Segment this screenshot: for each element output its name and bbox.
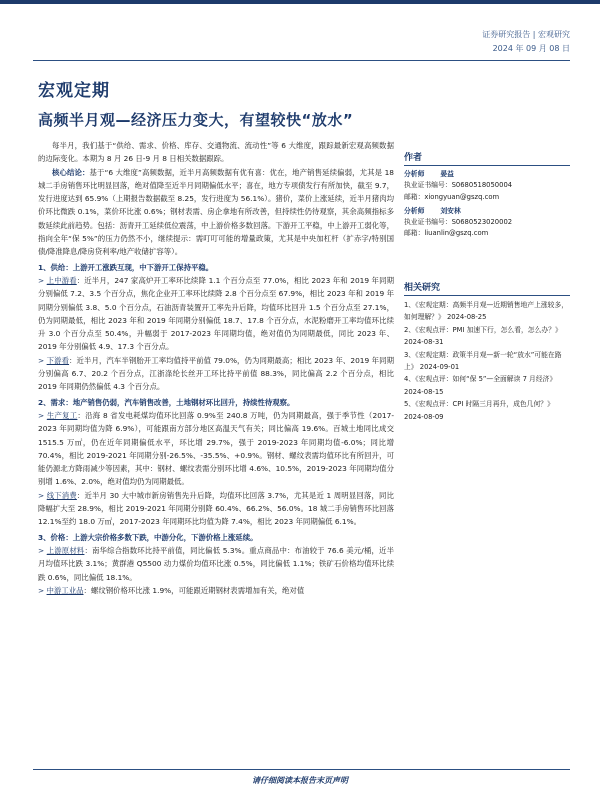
- bullet-arrow-icon: >: [38, 275, 47, 285]
- section-heading: 3、价格：上游大宗价格多数下跌，中游分化，下游价格上涨延续。: [38, 532, 258, 542]
- bullet-colon: ：: [84, 545, 92, 555]
- core-conclusion-text: 基于“6 大维度”高频数据，近半月高频数据有优有喜：优在，地产销售延续偏弱，尤其是 18 城二手房销售环比明显回落，绝对值降至近半月同期偏低水平；喜在，地方专项债发行有所加快，截至 9.7，发行进度达到 65.9%（上期报告数据截至 8.25，发行进度为 56.1%）。猪价，菜价上涨延续，近半月猪肉均价环比微跌 0.1%，菜价环比涨 0.6%；钢材表需、房企拿地有所改善，但持续性仍待观察，其余高频指标多数延续此前趋势。包括：沥青开工延续低位震荡，中上游价格多数回落。下游开工平稳，中上游开工弱化等，指向全年“保 5%”的压力仍然不小，继续提示：需叮叮可能的增量政策，尤其是中央加杠杆（扩赤字/特别国债/降准降息/降房贷利率/地产收储扩容等）。: [38, 167, 394, 257]
- related-report-link[interactable]: 2、《宏观点评：PMI 加速下行，怎么看，怎么办？》2024-08-31: [404, 325, 562, 347]
- bullet-paragraph: [38, 489, 394, 529]
- report-category: 证券研究报告 | 宏观研究: [482, 30, 570, 39]
- author-role-row: [404, 169, 570, 180]
- bullet-text: 沿海 8 省发电耗煤均值环比回落 0.9%至 240.8 万吨，仍为同期最高，强于季节性（2017-2023 年同期均值为降 6.9%），可能跟南方部分地区高温天气有关；同比偏高 19.6%。百城土地同比成交 1515.5 万㎡，仍在近年同期偏低水平，环比增 29.7%，强于 2019-2023 年同期均值-6.0%；同比增 70.4%，相比 2019-2021 年同期分别-26.5%、-35.5%、+0.9%。钢材、螺纹表需均值环比有所回升，可能仍源北方降雨减少等因素，其中：钢材、螺纹表需分别环比增 4.6%、10.5%，2019-2023 年同期均值分别增 1.6%、2.0%，绝对值均仍为同期最低。: [38, 410, 394, 487]
- bullet-text: 近半月 30 大中城市新房销售先升后降，均值环比回落 3.7%，尤其是近 1 周明显回落，同比降幅扩大至 28.9%，相比 2019-2021 年同期分别降 60.4%、66.2%、56.0%。18 城二手房销售环比回落 12.1%至约 18.0 万㎡，2017-2023 年同期环比均值为降 7.4%，相比 2023 年同期偏低 6.1%。: [38, 490, 394, 527]
- bullet-arrow-icon: >: [38, 585, 47, 595]
- author-name: 刘安林: [440, 206, 461, 215]
- related-report-link[interactable]: 1、《宏观定期：高频半月观—近期销售地产上涨较多，如何理解？》 2024-08-25: [404, 301, 569, 322]
- bullet-paragraph: [38, 274, 394, 354]
- paragraph-text: 每半月，我们基于“供给、需求、价格、库存、交通物流、流动性”等 6 大维度，跟踪最新宏观高频数据的边际变化。本期为 8 月 26 日-9 月 8 日相关数据跟踪。: [38, 141, 394, 164]
- author-email: [404, 192, 570, 203]
- bullet-arrow-icon: >: [38, 490, 47, 500]
- email-address[interactable]: liuanlin@gszq.com: [424, 229, 489, 238]
- related-research-panel: [404, 280, 570, 423]
- author-list: [404, 169, 570, 240]
- bullet-text: 螺纹钢价格环比涨 1.9%，可能跟近期钢材表需增加有关，绝对值: [90, 585, 305, 595]
- main-body: [38, 139, 394, 597]
- bullet-colon: ：: [83, 585, 91, 595]
- author-email: [404, 228, 570, 239]
- bullet-arrow-icon: >: [38, 355, 47, 365]
- bullet-label: 上中游看: [46, 275, 77, 285]
- bullet-text: 近半月，汽车半钢胎开工率均值持平前值 79.0%，仍为同期最高；相比 2023 年、2019 年同期分别偏高 6.7、20.2 个百分点，江浙涤纶长丝开工环比持平前值 88.3%，同比偏高 2.2 个百分点，相比 2019 年同期仍然偏低 4.3 个百分点。: [38, 355, 394, 392]
- related-list: [404, 299, 570, 423]
- bullet-colon: ：: [69, 355, 77, 365]
- bullet-text: 南华综合指数环比持平前值，同比偏低 5.3%。重点商品中：布油较于 76.6 美元/桶，近半月均值环比跌 3.1%；黄群港 Q5500 动力煤价均值环比涨 0.5%，同比偏低 1.1%；铁矿石价格均值环比续跌 0.6%，同比偏低 18.1%。: [38, 545, 394, 582]
- email-label: 邮箱：: [404, 192, 425, 201]
- email-label: 邮箱：: [404, 229, 425, 238]
- bullet-paragraph: [38, 354, 394, 394]
- top-accent-bar: [0, 0, 600, 4]
- section-heading: 1、供给：上游开工涨跌互现，中下游开工保持平稳。: [38, 262, 214, 272]
- bullet-label: 线下消费: [46, 490, 77, 500]
- related-report-link[interactable]: 4、《宏观点评：如何“保 5”—全面解读 7 月经济》2024-08-15: [404, 375, 557, 396]
- author-role: 分析师: [404, 170, 425, 178]
- header-divider: [33, 60, 570, 61]
- bullet-arrow-icon: >: [38, 545, 47, 555]
- bullet-label: 生产复工: [46, 410, 78, 420]
- bullet-label: 上游原材料: [46, 545, 85, 555]
- author-panel: [404, 150, 570, 240]
- core-conclusion: [38, 166, 394, 259]
- related-section-title: 相关研究: [404, 280, 570, 296]
- section-heading: 2、需求：地产销售仍弱，汽车销售改善，土地钢材环比回升，持续性待观察。: [38, 397, 295, 407]
- report-type-title: 宏观定期: [38, 81, 110, 101]
- author-license: [404, 217, 570, 228]
- bullet-colon: ：: [77, 410, 86, 420]
- bullet-colon: ：: [76, 490, 85, 500]
- report-header: [482, 28, 570, 56]
- author-license: [404, 180, 570, 191]
- footer-divider: [33, 769, 570, 770]
- bullet-paragraph: [38, 544, 394, 584]
- core-conclusion-label: 核心结论：: [52, 167, 90, 177]
- report-headline: 高频半月观—经济压力变大，有望较快“放水”: [38, 111, 354, 129]
- author-entry: [404, 206, 570, 240]
- bullet-label: 下游看: [46, 355, 70, 365]
- bullet-text: 近半月，247 家高炉开工率环比续降 1.1 个百分点至 77.0%，相比 2023 年和 2019 年同期分别偏低 7.2、3.5 个百分点，焦化企业开工率环比续降 2.8 个百分点至 67.9%，相比 2023 年和 2019 年同期分别偏低 3.8、5.0 个百分点，石油沥青装置开工率先升后降，均值环比回升 1.5 个百分点至 27.1%，仍为同期最低，相比 2023 年和 2019 年同期分别偏低 18.7、17.8 个百分点，水泥粉磨开工率均值环比续升 3.0 个百分点至 50.4%，升幅弱于 2017-2023 年同期均值，绝对值仍为同期最低，同比 2023 年、2019 年分别偏低 4.9、17.3 个百分点。: [38, 275, 394, 352]
- report-date: 2024 年 09 月 08 日: [492, 44, 570, 53]
- intro-paragraph: [38, 139, 394, 166]
- author-name: 晏益: [440, 170, 454, 178]
- bullet-paragraph: [38, 584, 394, 597]
- author-role: 分析师: [404, 206, 425, 215]
- author-role-row: [404, 206, 570, 217]
- bullet-colon: ：: [76, 275, 85, 285]
- license-number: S0680518050004: [451, 181, 513, 190]
- license-number: S0680523020002: [451, 218, 513, 227]
- bullet-label: 中游工业品: [46, 585, 84, 595]
- disclaimer-footer: 请仔细阅读本报告末页声明: [252, 776, 348, 785]
- bullet-arrow-icon: >: [38, 410, 47, 420]
- email-address[interactable]: xiongyuan@gszq.com: [424, 192, 500, 201]
- license-label: 执业证书编号：: [404, 218, 452, 227]
- author-entry: [404, 169, 570, 203]
- related-report-link[interactable]: 5、《宏观点评：CPI 时隔三月再升，成色几何？》2024-08-09: [404, 400, 554, 421]
- related-report-link[interactable]: 3、《宏观定期：政策半月观—新一轮“放水”可能在路上》 2024-09-01: [404, 350, 562, 372]
- bullet-paragraph: [38, 409, 394, 489]
- license-label: 执业证书编号：: [404, 181, 452, 190]
- author-section-title: 作者: [404, 150, 570, 166]
